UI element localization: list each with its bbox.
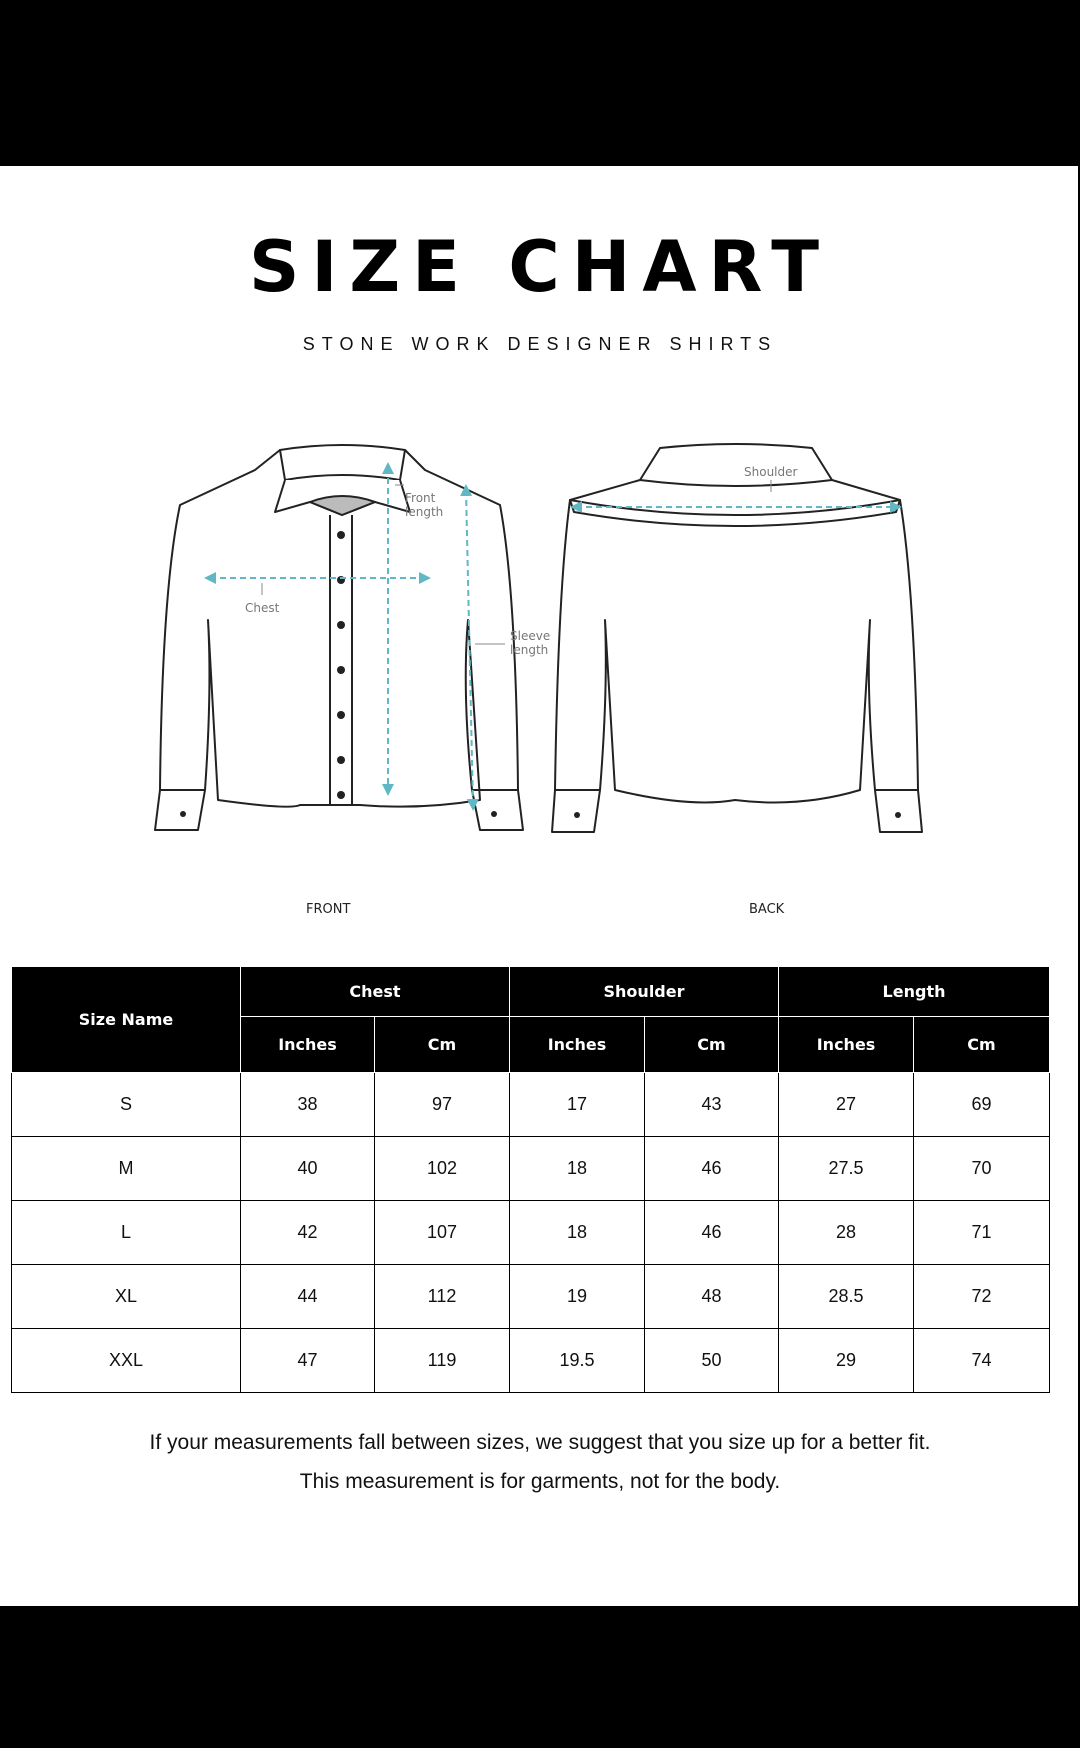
unit-header: Inches bbox=[241, 1017, 375, 1073]
shoulder-callout: Shoulder bbox=[744, 465, 798, 479]
table-cell: 18 bbox=[510, 1201, 645, 1265]
table-cell: 40 bbox=[241, 1137, 375, 1201]
table-cell: 69 bbox=[914, 1073, 1050, 1137]
unit-header: Inches bbox=[779, 1017, 914, 1073]
front-shirt-drawing bbox=[155, 445, 523, 830]
table-cell: 17 bbox=[510, 1073, 645, 1137]
page-subtitle: STONE WORK DESIGNER SHIRTS bbox=[302, 334, 778, 354]
shirt-measurement-illustration bbox=[150, 430, 950, 880]
length-header: Length bbox=[779, 967, 1050, 1017]
table-cell: 46 bbox=[645, 1201, 779, 1265]
table-cell: 107 bbox=[375, 1201, 510, 1265]
table-cell: 47 bbox=[241, 1329, 375, 1393]
table-cell: 70 bbox=[914, 1137, 1050, 1201]
table-cell: 42 bbox=[241, 1201, 375, 1265]
chest-header: Chest bbox=[241, 967, 510, 1017]
front-length-callout-1: Front bbox=[405, 491, 436, 505]
table-cell: 46 bbox=[645, 1137, 779, 1201]
table-row bbox=[12, 1137, 1050, 1201]
table-cell: 19 bbox=[510, 1265, 645, 1329]
table-header-row bbox=[12, 967, 1050, 1017]
sleeve-length-callout-2: length bbox=[510, 643, 549, 657]
table-cell: 72 bbox=[914, 1265, 1050, 1329]
table-cell: 97 bbox=[375, 1073, 510, 1137]
table-cell: 102 bbox=[375, 1137, 510, 1201]
table-cell: 28 bbox=[779, 1201, 914, 1265]
fit-advice-note: If your measurements fall between sizes, we suggest that you size up for a better fit. bbox=[149, 1431, 931, 1454]
shoulder-header: Shoulder bbox=[510, 967, 779, 1017]
table-cell: 18 bbox=[510, 1137, 645, 1201]
size-cell: XXL bbox=[12, 1329, 241, 1393]
unit-header: Cm bbox=[914, 1017, 1050, 1073]
unit-header: Inches bbox=[510, 1017, 645, 1073]
table-row bbox=[12, 1201, 1050, 1265]
table-cell: 43 bbox=[645, 1073, 779, 1137]
size-name-header: Size Name bbox=[12, 967, 241, 1073]
table-row bbox=[12, 1265, 1050, 1329]
table-cell: 112 bbox=[375, 1265, 510, 1329]
front-view-label: FRONT bbox=[306, 902, 351, 917]
size-cell: S bbox=[12, 1073, 241, 1137]
top-black-bar bbox=[0, 0, 1080, 166]
table-cell: 27 bbox=[779, 1073, 914, 1137]
table-cell: 27.5 bbox=[779, 1137, 914, 1201]
unit-header: Cm bbox=[375, 1017, 510, 1073]
size-cell: XL bbox=[12, 1265, 241, 1329]
table-cell: 19.5 bbox=[510, 1329, 645, 1393]
back-view-label: BACK bbox=[749, 902, 785, 917]
chest-callout: Chest bbox=[245, 601, 280, 615]
table-cell: 74 bbox=[914, 1329, 1050, 1393]
front-length-callout-2: length bbox=[405, 505, 444, 519]
garment-measurement-note: This measurement is for garments, not for the body. bbox=[299, 1470, 781, 1493]
sleeve-length-callout-1: Sleeve bbox=[510, 629, 551, 643]
table-row bbox=[12, 1073, 1050, 1137]
table-cell: 29 bbox=[779, 1329, 914, 1393]
table-cell: 38 bbox=[241, 1073, 375, 1137]
back-shirt-drawing bbox=[552, 444, 922, 832]
page-title: SIZE CHART bbox=[248, 226, 832, 308]
table-cell: 119 bbox=[375, 1329, 510, 1393]
size-table bbox=[11, 966, 1050, 1393]
table-cell: 50 bbox=[645, 1329, 779, 1393]
size-cell: L bbox=[12, 1201, 241, 1265]
size-cell: M bbox=[12, 1137, 241, 1201]
table-cell: 28.5 bbox=[779, 1265, 914, 1329]
unit-header: Cm bbox=[645, 1017, 779, 1073]
table-cell: 44 bbox=[241, 1265, 375, 1329]
table-cell: 71 bbox=[914, 1201, 1050, 1265]
bottom-black-bar bbox=[0, 1606, 1080, 1748]
table-row bbox=[12, 1329, 1050, 1393]
table-cell: 48 bbox=[645, 1265, 779, 1329]
